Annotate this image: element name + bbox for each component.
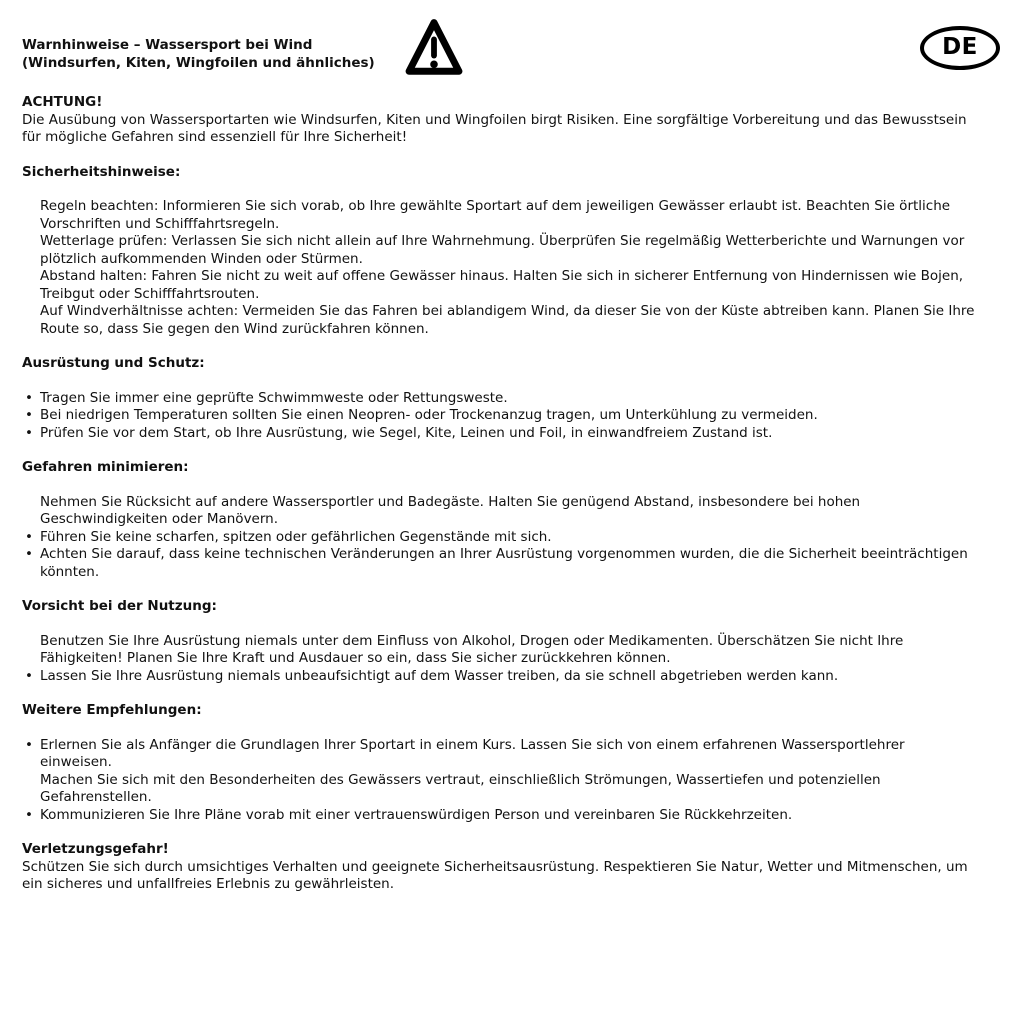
caution-intro: Benutzen Sie Ihre Ausrüstung niemals unter dem Einfluss von Alkohol, Drogen oder Medikamenten. Überschätzen Sie nicht Ihre Fähigkeiten! Planen Sie Ihre Kraft und Ausdauer so ein, dass Sie sicher zurückkehren können.: [40, 632, 904, 666]
section-injury: [22, 841, 976, 894]
safety-item: Auf Windverhältnisse achten: Vermeiden Sie das Fahren bei ablandigem Wind, da dieser Sie von der Küste abtreiben kann. Planen Sie Ihre Route so, dass Sie gegen den Wind zurückfahren können.: [40, 303, 975, 337]
title-line-2: (Windsurfen, Kiten, Wingfoilen und ähnliches): [22, 55, 375, 71]
language-badge: [920, 26, 1000, 70]
language-badge-label: DE: [942, 34, 978, 61]
injury-heading: Verletzungsgefahr!: [22, 841, 169, 857]
section-attention: [22, 94, 976, 147]
safety-item: Abstand halten: Fahren Sie nicht zu weit auf offene Gewässer hinaus. Halten Sie sich in sicherer Entfernung von Hindernissen wie Bojen, Treibgut oder Schifffahrtsrouten.: [40, 268, 964, 302]
injury-body: Schützen Sie sich durch umsichtiges Verhalten und geeignete Sicherheitsausrüstung. Respektieren Sie Natur, Wetter und Mitmenschen, um ein sicheres und unfallfreies Erlebnis zu gewährleisten.: [22, 858, 968, 892]
warning-triangle-icon: [405, 16, 463, 79]
document-header: [22, 0, 976, 78]
minimize-item: • Führen Sie keine scharfen, spitzen oder gefährlichen Gegenstände mit sich.: [22, 529, 976, 547]
page-title: [22, 36, 375, 72]
caution-list: [22, 633, 976, 686]
equipment-item: • Prüfen Sie vor dem Start, ob Ihre Ausrüstung, wie Segel, Kite, Leinen und Foil, in einwandfreiem Zustand ist.: [22, 425, 976, 443]
safety-item: Wetterlage prüfen: Verlassen Sie sich nicht allein auf Ihre Wahrnehmung. Überprüfen Sie regelmäßig Wetterberichte und Warnungen vor plötzlich aufkommenden Winden oder Stürmen.: [40, 233, 965, 267]
equipment-item: • Tragen Sie immer eine geprüfte Schwimmweste oder Rettungsweste.: [22, 390, 976, 408]
recommendations-heading: Weitere Empfehlungen:: [22, 702, 202, 718]
caution-item: • Lassen Sie Ihre Ausrüstung niemals unbeaufsichtigt auf dem Wasser treiben, da sie schnell abgetrieben werden kann.: [22, 668, 976, 686]
recommendations-item: • Kommunizieren Sie Ihre Pläne vorab mit einer vertrauenswürdigen Person und vereinbaren Sie Rückkehrzeiten.: [22, 807, 976, 825]
equipment-item: • Bei niedrigen Temperaturen sollten Sie einen Neopren- oder Trockenanzug tragen, um Unterkühlung zu vermeiden.: [22, 407, 976, 425]
equipment-list: [22, 390, 976, 443]
minimize-heading: Gefahren minimieren:: [22, 459, 189, 475]
recommendations-item-part2: Machen Sie sich mit den Besonderheiten des Gewässers vertraut, einschließlich Strömungen, Wassertiefen und potenziellen Gefahrenstellen.: [40, 771, 881, 805]
equipment-heading: Ausrüstung und Schutz:: [22, 355, 205, 371]
caution-heading: Vorsicht bei der Nutzung:: [22, 598, 217, 614]
recommendations-item: [22, 737, 976, 807]
recommendations-list: [22, 737, 976, 825]
attention-body: Die Ausübung von Wassersportarten wie Windsurfen, Kiten und Wingfoilen birgt Risiken. Eine sorgfältige Vorbereitung und das Bewusstsein für mögliche Gefahren sind essenziell für Ihre Sicherheit!: [22, 111, 967, 145]
safety-list: [22, 198, 976, 338]
minimize-item: • Achten Sie darauf, dass keine technischen Veränderungen an Ihrer Ausrüstung vorgenommen wurden, die die Sicherheit beeinträchtigen könnten.: [22, 546, 976, 581]
safety-heading: Sicherheitshinweise:: [22, 163, 181, 180]
minimize-list: [22, 494, 976, 582]
recommendations-item-part1: • Erlernen Sie als Anfänger die Grundlagen Ihrer Sportart in einem Kurs. Lassen Sie sich von einem erfahrenen Wassersportlehrer einweisen.: [40, 736, 905, 770]
title-line-1: Warnhinweise – Wassersport bei Wind: [22, 37, 313, 53]
safety-item: Regeln beachten: Informieren Sie sich vorab, ob Ihre gewählte Sportart auf dem jeweiligen Gewässer erlaubt ist. Beachten Sie örtliche Vorschriften und Schifffahrtsregeln.: [40, 198, 951, 232]
attention-heading: ACHTUNG!: [22, 94, 103, 110]
minimize-intro: Nehmen Sie Rücksicht auf andere Wassersportler und Badegäste. Halten Sie genügend Abstand, insbesondere bei hohen Geschwindigkeiten oder Manövern.: [40, 493, 861, 527]
